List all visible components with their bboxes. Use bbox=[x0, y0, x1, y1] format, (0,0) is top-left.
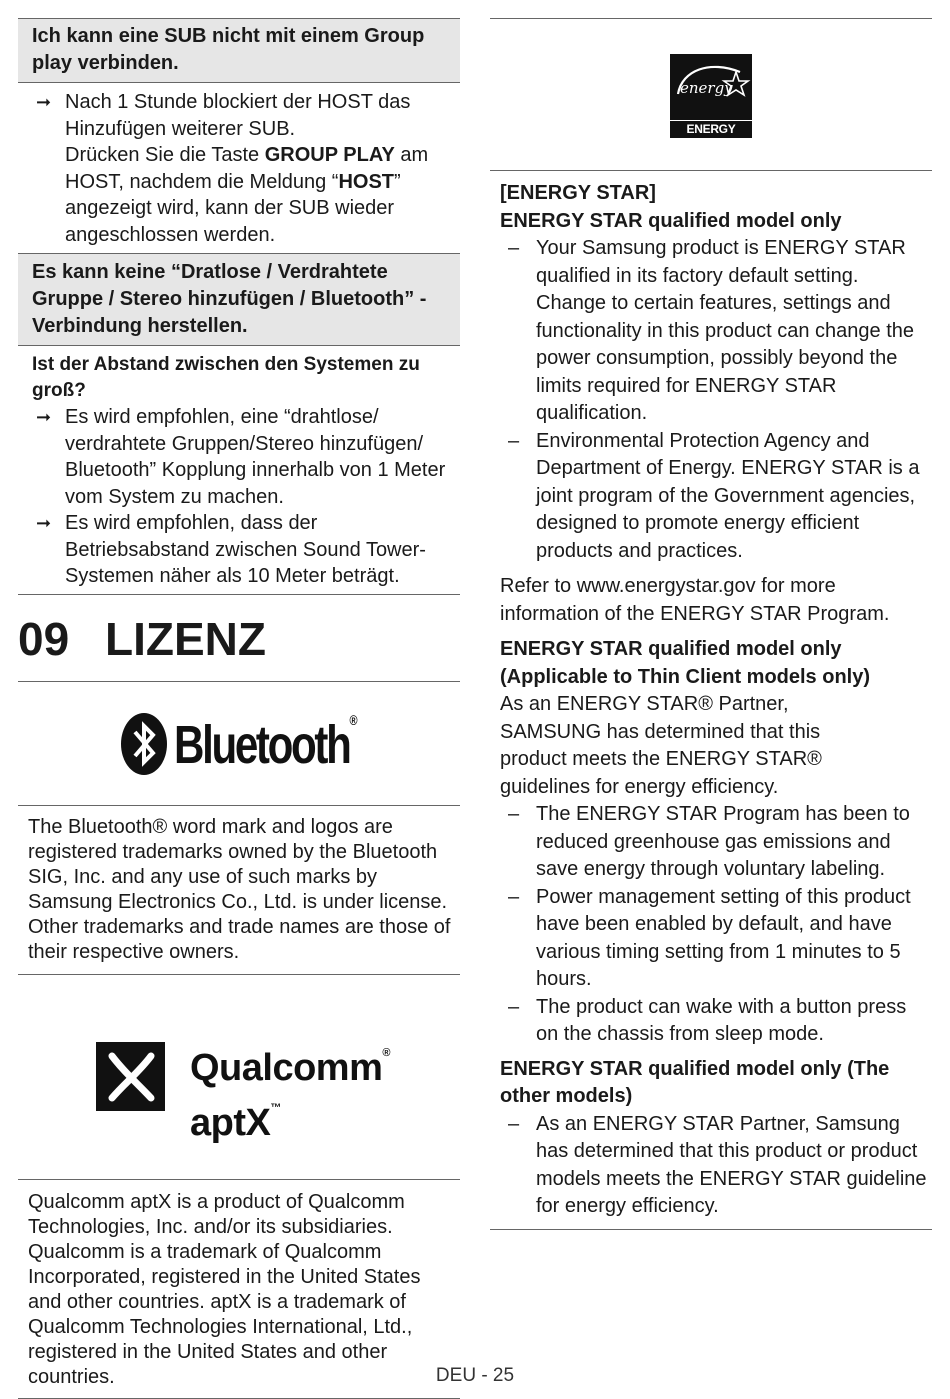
page-number: DEU - 25 bbox=[435, 1365, 515, 1386]
item-text: Es wird empfohlen, dass der Betriebsabstand zwischen Sound Tower-Systemen näher als 10 Meter beträgt. bbox=[65, 512, 426, 587]
arrow-right-icon: ➞ bbox=[36, 513, 52, 533]
bluetooth-icon bbox=[121, 713, 167, 775]
section-title bbox=[18, 612, 460, 665]
list-item bbox=[490, 235, 932, 428]
energy-script: energy bbox=[680, 79, 733, 97]
list-item bbox=[490, 884, 932, 994]
bluetooth-logo bbox=[18, 682, 460, 805]
dash-bullet: – bbox=[508, 237, 520, 259]
partner-text: As an ENERGY STAR® Partner, SAMSUNG has determined that this product meets the ENERGY STAR® guidelines for energy efficiency. bbox=[500, 693, 822, 798]
section-number: 09 bbox=[18, 612, 70, 665]
sub-heading: Ist der Abstand zwischen den Systemen zu groß? bbox=[32, 354, 420, 401]
list-item bbox=[490, 994, 932, 1049]
dash-bullet: – bbox=[508, 1112, 520, 1135]
energy-star-heading: ENERGY STAR qualified model only bbox=[500, 209, 842, 232]
list-item bbox=[490, 1111, 932, 1221]
energy-star-heading-other-models: ENERGY STAR qualified model only (The other models) bbox=[500, 1057, 890, 1107]
aptx-x-glyph-icon bbox=[96, 1042, 165, 1111]
aptx-x-icon bbox=[96, 1042, 165, 1111]
text-run: am HOST, nachdem die Meldung “ bbox=[65, 144, 429, 193]
qualcomm-wordmark: Qualcomm bbox=[190, 1046, 383, 1089]
dash-bullet: – bbox=[508, 885, 520, 908]
dash-bullet: – bbox=[508, 995, 520, 1018]
troubleshoot-heading-sub-group-play: Ich kann eine SUB nicht mit einem Group play verbinden. bbox=[18, 18, 460, 83]
energy-star-content bbox=[490, 180, 932, 1221]
item-text: The ENERGY STAR Program has been to reduced greenhouse gas emissions and save energy through voluntary labeling. bbox=[536, 803, 910, 880]
troubleshoot-heading-connection: Es kann keine “Dratlose / Verdrahtete Gruppe / Stereo hinzufügen / Bluetooth” -Verbindung herstellen. bbox=[18, 253, 460, 346]
energy-star-label: ENERGY STAR bbox=[670, 120, 752, 138]
list-item bbox=[18, 404, 460, 510]
divider bbox=[490, 1229, 932, 1230]
item-text: Power management setting of this product have been enabled by default, and have various timing setting from 1 minutes to 5 hours. bbox=[536, 885, 911, 990]
bluetooth-wordmark: Bluetooth bbox=[174, 714, 350, 775]
arrow-right-icon: ➞ bbox=[36, 407, 52, 427]
item-text-rich bbox=[65, 142, 460, 248]
item-text: Environmental Protection Agency and Department of Energy. ENERGY STAR is a joint program of the Government agencies, designed to promote energy efficient products and practices. bbox=[536, 429, 920, 562]
dash-bullet: – bbox=[508, 429, 520, 452]
item-text: Es wird empfohlen, eine “drahtlose/ verdrahtete Gruppen/Stereo hinzufügen/ Bluetooth” Kopplung innerhalb von 1 Meter vom System zu machen. bbox=[65, 406, 446, 508]
energy-star-logo-area bbox=[490, 19, 932, 170]
item-text: Nach 1 Stunde blockiert der HOST das Hinzufügen weiterer SUB. bbox=[65, 91, 411, 140]
arrow-right-icon: ➞ bbox=[36, 92, 52, 112]
energy-star-logo bbox=[670, 54, 752, 153]
registered-mark: ® bbox=[382, 1046, 390, 1059]
qualcomm-aptx-logo bbox=[18, 975, 460, 1179]
qualcomm-license-text: Qualcomm aptX is a product of Qualcomm Technologies, Inc. and/or its subsidiaries. Qualcomm is a trademark of Qualcomm Incorporated, registered in the United States and other countries. aptX is a trademark of Qualcomm Technologies International, Ltd., registered in the United States and other countries. bbox=[28, 1190, 421, 1388]
message-host: HOST bbox=[338, 170, 395, 193]
divider bbox=[18, 1398, 460, 1399]
bluetooth-license-text: The Bluetooth® word mark and logos are registered trademarks owned by the Bluetooth SIG, Inc. and any use of such marks by Samsung Electronics Co., Ltd. is under license. Other trademarks and trade names are those of their respective owners. bbox=[28, 815, 451, 963]
text-run: ” angezeigt wird, kann der SUB wieder angeschlossen werden. bbox=[65, 170, 401, 246]
section-name: LIZENZ bbox=[105, 612, 266, 665]
refer-text: Refer to www.energystar.gov for more information of the ENERGY STAR Program. bbox=[500, 575, 890, 625]
list-item bbox=[18, 510, 460, 590]
list-item bbox=[18, 89, 460, 248]
text-run: Drücken Sie die Taste bbox=[65, 144, 265, 166]
bluetooth-rune-icon bbox=[121, 713, 167, 775]
registered-mark: ® bbox=[349, 711, 358, 728]
item-text: Your Samsung product is ENERGY STAR qualified in its factory default setting. Change to certain features, settings and functionality in this product can change the power consumption, possibly beyond the limits required for ENERGY STAR qualification. bbox=[536, 237, 915, 424]
list-item bbox=[490, 428, 932, 566]
button-name-group-play: GROUP PLAY bbox=[264, 144, 395, 166]
aptx-wordmark: aptX bbox=[190, 1101, 271, 1144]
trademark-mark: ™ bbox=[270, 1101, 281, 1114]
item-text: The product can wake with a button press on the chassis from sleep mode. bbox=[536, 995, 907, 1045]
left-column bbox=[18, 0, 460, 1399]
energy-star-bracket-title: [ENERGY STAR] bbox=[500, 182, 656, 204]
energy-star-heading-thin-client: ENERGY STAR qualified model only (Applicable to Thin Client models only) bbox=[500, 638, 871, 688]
item-text: As an ENERGY STAR Partner, Samsung has determined that this product or product models meets the ENERGY STAR guideline for energy efficiency. bbox=[536, 1112, 927, 1217]
right-column bbox=[490, 0, 932, 1230]
list-item bbox=[490, 801, 932, 884]
dash-bullet: – bbox=[508, 803, 520, 825]
